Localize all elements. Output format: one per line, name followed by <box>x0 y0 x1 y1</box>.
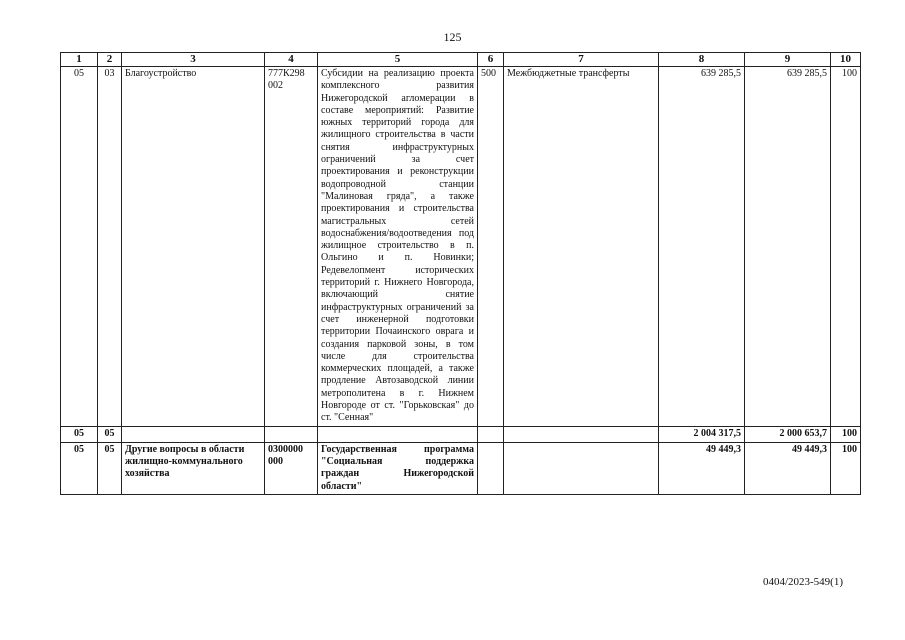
execution-percent: 100 <box>831 426 861 442</box>
header-cell: 3 <box>122 53 265 67</box>
planned-amount: 639 285,5 <box>659 67 745 427</box>
section-code: 05 <box>61 426 98 442</box>
header-cell: 7 <box>504 53 659 67</box>
header-cell: 4 <box>265 53 318 67</box>
budget-table <box>60 52 861 495</box>
section-name <box>122 426 265 442</box>
header-cell: 10 <box>831 53 861 67</box>
planned-amount: 2 004 317,5 <box>659 426 745 442</box>
header-cell: 9 <box>745 53 831 67</box>
table-row <box>61 442 861 494</box>
program-description: Государственная программа "Социальная поддержка граждан Нижегородской области" <box>318 442 478 494</box>
expense-type-name <box>504 442 659 494</box>
header-cell: 5 <box>318 53 478 67</box>
subsection-code: 03 <box>98 67 122 427</box>
target-article-code: 777К298 002 <box>265 67 318 427</box>
executed-amount: 639 285,5 <box>745 67 831 427</box>
document-code: 0404/2023-549(1) <box>762 576 843 588</box>
section-code: 05 <box>61 442 98 494</box>
section-name: Благоустройство <box>122 67 265 427</box>
execution-percent: 100 <box>831 67 861 427</box>
header-cell: 2 <box>98 53 122 67</box>
header-cell: 1 <box>61 53 98 67</box>
header-cell: 6 <box>478 53 504 67</box>
table-row <box>61 426 861 442</box>
page-number: 125 <box>443 30 462 44</box>
section-code: 05 <box>61 67 98 427</box>
program-description: Субсидии на реализацию проекта комплексного развития Нижегородской агломерации в составе мероприятий: Развитие южных территорий города для жилищного строительства в части снятия инфраструктурных ограничений за счет проектирования и реконструкции водопроводной станции "Малиновая гряда", а также проектирования и строительства магистральных сетей водоснабжения/водоотведения под жилищное строительство в п. Ольгино и п. Новинки; Редевелопмент исторических территорий г. Нижнего Новгорода, включающий снятие инфраструктурных ограничений за счет инженерной подготовки территории Почаинского оврага и создания парковой зоны, в том числе для строительства коммерческих площадей, а также продление Автозаводской линии метрополитена в г. Нижнем Новгороде от ст. "Горьковская" до ст. "Сенная" <box>318 67 478 427</box>
expense-type-code <box>478 442 504 494</box>
executed-amount: 49 449,3 <box>745 442 831 494</box>
subsection-code: 05 <box>98 442 122 494</box>
executed-amount: 2 000 653,7 <box>745 426 831 442</box>
expense-type-name: Межбюджетные трансферты <box>504 67 659 427</box>
expense-type-code <box>478 426 504 442</box>
expense-type-name <box>504 426 659 442</box>
planned-amount: 49 449,3 <box>659 442 745 494</box>
target-article-code: 0300000 000 <box>265 442 318 494</box>
subsection-code: 05 <box>98 426 122 442</box>
program-description <box>318 426 478 442</box>
section-name: Другие вопросы в области жилищно-коммунального хозяйства <box>122 442 265 494</box>
header-cell: 8 <box>659 53 745 67</box>
target-article-code <box>265 426 318 442</box>
table-row <box>61 67 861 427</box>
expense-type-code: 500 <box>478 67 504 427</box>
execution-percent: 100 <box>831 442 861 494</box>
header-row <box>61 53 861 67</box>
